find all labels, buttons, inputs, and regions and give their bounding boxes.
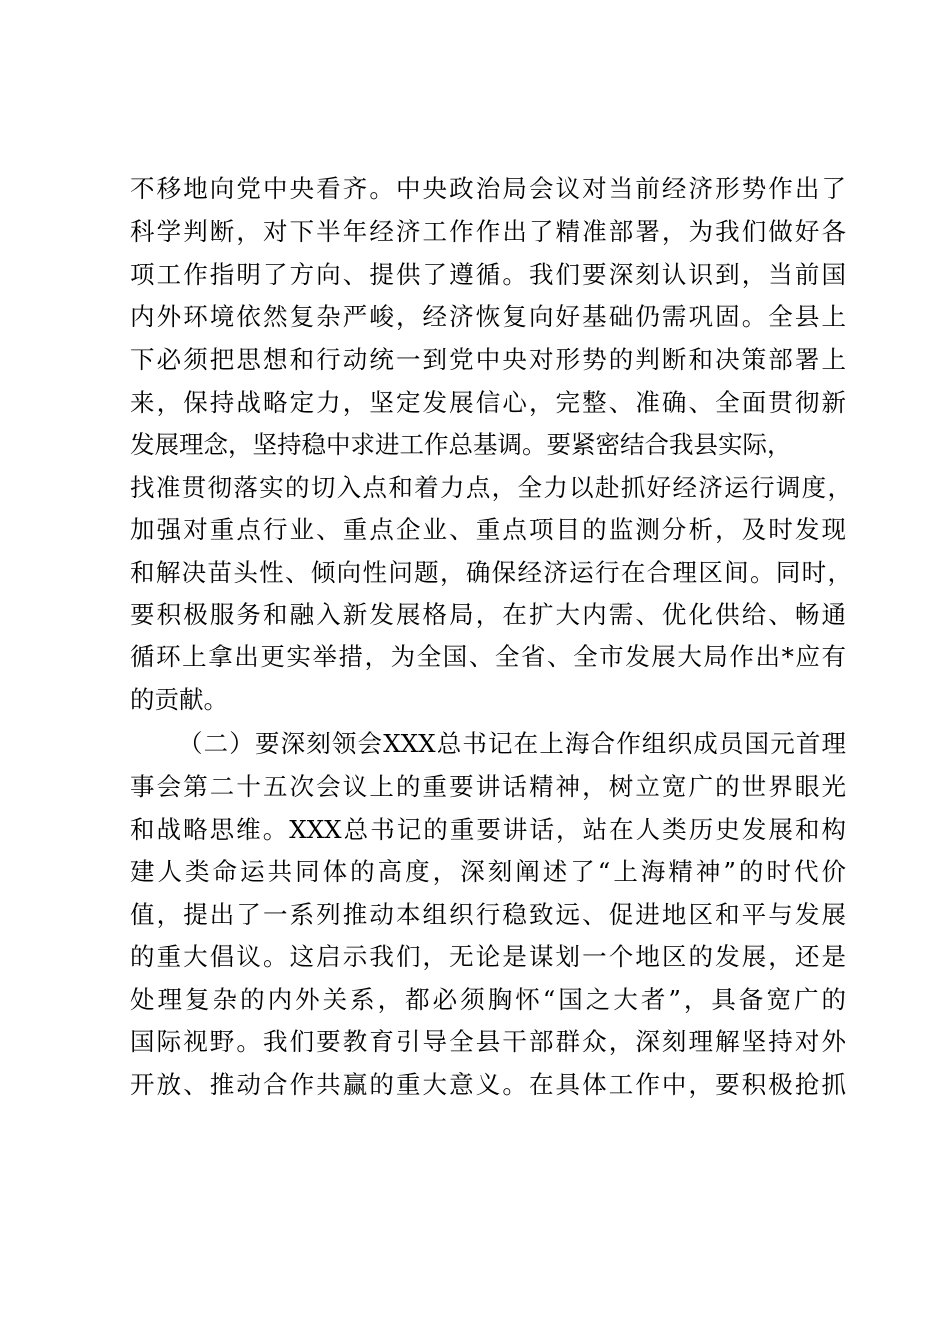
text-line: 项工作指明了方向、提供了遵循。我们要深刻认识到，当前国 <box>130 260 846 289</box>
text-line: 发展理念，坚持稳中求进工作总基调。要紧密结合我县实际， <box>130 430 792 459</box>
text-line: 要积极服务和融入新发展格局，在扩大内需、优化供给、畅通 <box>130 600 846 629</box>
text-line: 来，保持战略定力，坚定发展信心，完整、准确、全面贯彻新 <box>130 388 846 417</box>
text-line: 事会第二十五次会议上的重要讲话精神，树立宽广的世界眼光 <box>130 772 846 801</box>
text-line: 加强对重点行业、重点企业、重点项目的监测分析，及时发现 <box>130 515 846 544</box>
text-line: 建人类命运共同体的高度，深刻阐述了“上海精神”的时代价 <box>130 857 846 886</box>
text-line: 和解决苗头性、倾向性问题，确保经济运行在合理区间。同时， <box>130 558 852 587</box>
section-heading-line: （二）要深刻领会XXX总书记在上海合作组织成员国元首理 <box>178 729 846 758</box>
text-line: 值，提出了一系列推动本组织行稳致远、促进地区和平与发展 <box>130 900 846 929</box>
text-line: 和战略思维。XXX总书记的重要讲话，站在人类历史发展和构 <box>130 815 846 844</box>
text-line: 处理复杂的内外关系，都必须胸怀“国之大者”，具备宽广的 <box>130 985 846 1014</box>
text-line: 找准贯彻落实的切入点和着力点，全力以赴抓好经济运行调度， <box>130 473 852 502</box>
text-line: 开放、推动合作共赢的重大意义。在具体工作中，要积极抢抓 <box>130 1070 846 1099</box>
text-line: 的贡献。 <box>130 685 228 714</box>
text-line: 国际视野。我们要教育引导全县干部群众，深刻理解坚持对外 <box>130 1027 846 1056</box>
text-line: 科学判断，对下半年经济工作作出了精准部署，为我们做好各 <box>130 217 846 246</box>
text-line: 下必须把思想和行动统一到党中央对形势的判断和决策部署上 <box>130 345 846 374</box>
text-line: 内外环境依然复杂严峻，经济恢复向好基础仍需巩固。全县上 <box>130 302 846 331</box>
text-line: 不移地向党中央看齐。中央政治局会议对当前经济形势作出了 <box>130 174 846 203</box>
text-line: 的重大倡议。这启示我们，无论是谋划一个地区的发展，还是 <box>130 942 846 971</box>
text-line: 循环上拿出更实举措，为全国、全省、全市发展大局作出*应有 <box>130 642 846 671</box>
